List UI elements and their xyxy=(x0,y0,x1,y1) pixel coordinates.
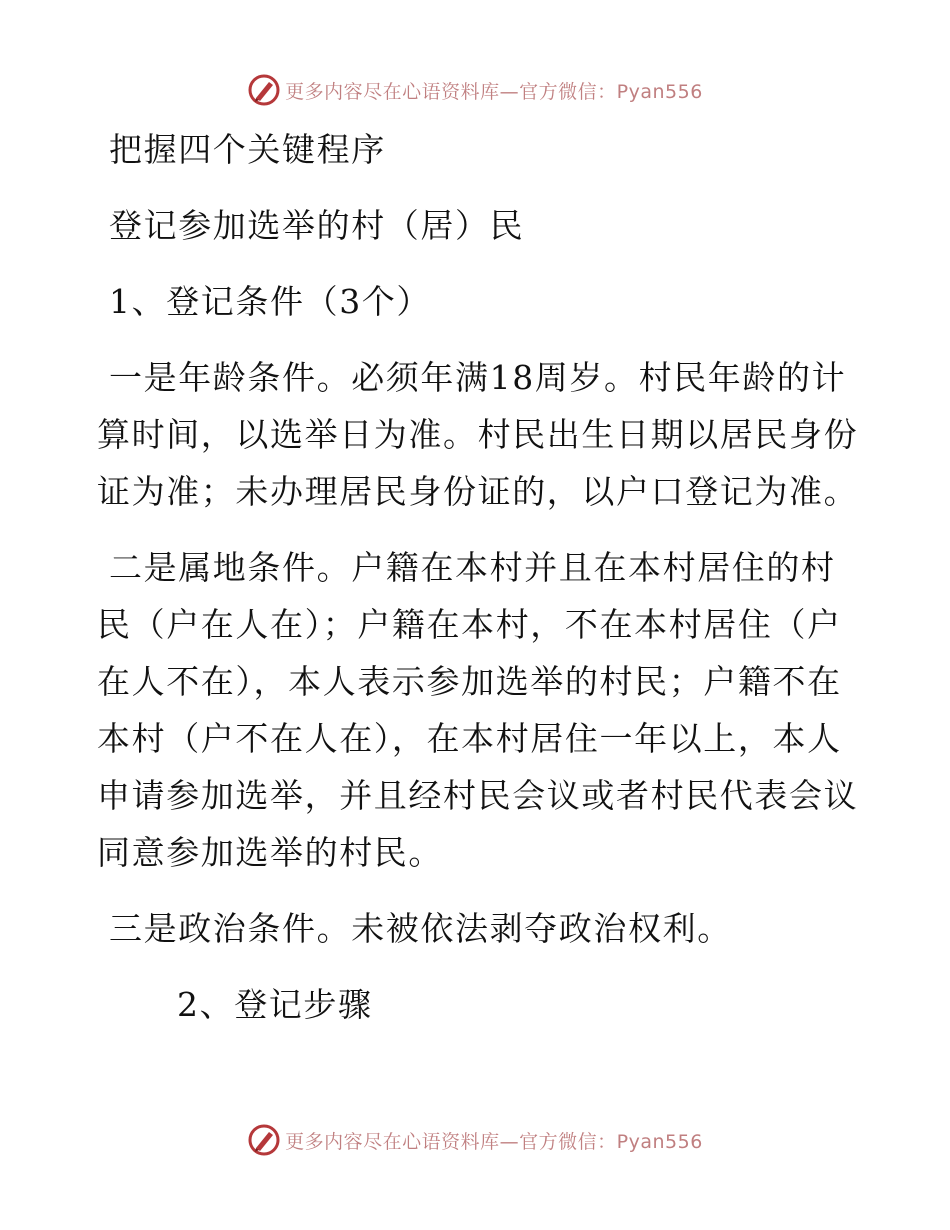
paragraph-line: 二是属地条件。户籍在本村并且在本村居住的村 xyxy=(109,548,836,587)
section-heading: 登记参加选举的村（居）民 xyxy=(109,206,525,245)
paragraph-line: 本村（户不在人在），在本村居住一年以上，本人 xyxy=(97,719,842,758)
paragraph-age-condition xyxy=(97,349,857,520)
footer-watermark xyxy=(0,1120,950,1160)
paragraph-residence-condition xyxy=(97,539,857,881)
paragraph-line: 同意参加选举的村民。 xyxy=(97,833,443,872)
paragraph-line: 算时间，以选举日为准。村民出生日期以居民身份 xyxy=(97,415,859,454)
watermark-text: 更多内容尽在心语资料库—官方微信：Pyan556 xyxy=(285,80,703,103)
document-title: 把握四个关键程序 xyxy=(109,130,386,169)
document-body xyxy=(97,121,857,1033)
paragraph-line: 在人不在），本人表示参加选举的村民；户籍不在 xyxy=(97,662,842,701)
item-heading-1: 1、登记条件（3个） xyxy=(109,282,431,321)
item-heading-2: 2、登记步骤 xyxy=(177,985,373,1024)
pen-logo-icon xyxy=(247,1123,281,1157)
header-watermark xyxy=(0,70,950,110)
paragraph-political-condition: 三是政治条件。未被依法剥夺政治权利。 xyxy=(109,909,732,948)
pen-logo-icon xyxy=(247,73,281,107)
paragraph-line: 申请参加选举，并且经村民会议或者村民代表会议 xyxy=(97,776,859,815)
paragraph-line: 民（户在人在）；户籍在本村，不在本村居住（户 xyxy=(97,605,842,644)
paragraph-line: 一是年龄条件。必须年满18周岁。村民年龄的计 xyxy=(109,358,847,397)
watermark-text: 更多内容尽在心语资料库—官方微信：Pyan556 xyxy=(285,1130,703,1153)
paragraph-line: 证为准；未办理居民身份证的，以户口登记为准。 xyxy=(97,472,859,511)
